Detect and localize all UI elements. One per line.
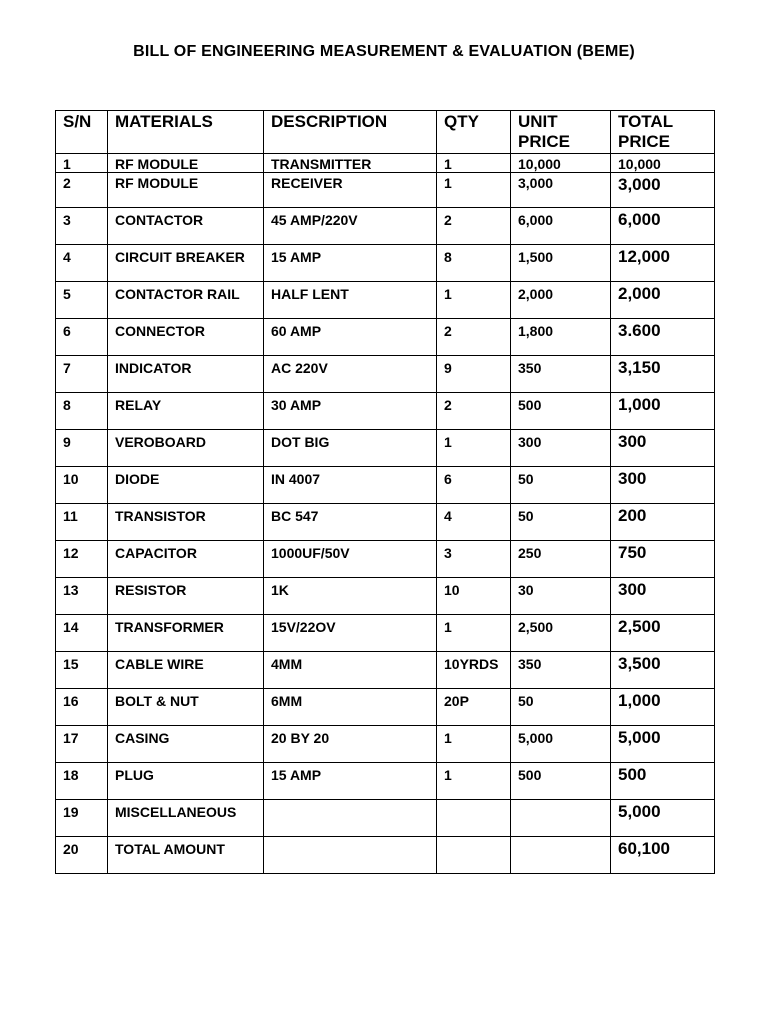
cell-sn: 17 — [56, 726, 108, 763]
cell-material: CASING — [108, 726, 264, 763]
cell-sn: 19 — [56, 800, 108, 837]
cell-material: INDICATOR — [108, 356, 264, 393]
cell-description: 45 AMP/220V — [264, 208, 437, 245]
table-row — [56, 763, 715, 800]
cell-sn: 15 — [56, 652, 108, 689]
cell-qty: 2 — [437, 319, 511, 356]
cell-description: 6MM — [264, 689, 437, 726]
cell-material: RELAY — [108, 393, 264, 430]
table-row — [56, 282, 715, 319]
table-row — [56, 208, 715, 245]
cell-description: 20 BY 20 — [264, 726, 437, 763]
cell-total-price: 300 — [611, 467, 715, 504]
table-row — [56, 319, 715, 356]
cell-sn: 20 — [56, 837, 108, 874]
cell-total-price: 300 — [611, 578, 715, 615]
cell-sn: 3 — [56, 208, 108, 245]
cell-total-price: 1,000 — [611, 689, 715, 726]
cell-qty: 2 — [437, 208, 511, 245]
cell-material: CABLE WIRE — [108, 652, 264, 689]
cell-material: CONNECTOR — [108, 319, 264, 356]
cell-total-price: 6,000 — [611, 208, 715, 245]
cell-qty: 9 — [437, 356, 511, 393]
table-row — [56, 541, 715, 578]
cell-sn: 14 — [56, 615, 108, 652]
cell-qty: 4 — [437, 504, 511, 541]
cell-description: DOT BIG — [264, 430, 437, 467]
cell-unit-price: 3,000 — [511, 173, 611, 208]
cell-description: TRANSMITTER — [264, 154, 437, 173]
cell-material: CAPACITOR — [108, 541, 264, 578]
header-unit-price: UNIT PRICE — [511, 111, 611, 154]
cell-qty: 6 — [437, 467, 511, 504]
document-title: BILL OF ENGINEERING MEASUREMENT & EVALUATION (BEME) — [133, 43, 635, 60]
header-total-price: TOTAL PRICE — [611, 111, 715, 154]
cell-sn: 1 — [56, 154, 108, 173]
table-row — [56, 726, 715, 763]
cell-qty — [437, 800, 511, 837]
cell-qty — [437, 837, 511, 874]
table-row — [56, 393, 715, 430]
cell-unit-price: 300 — [511, 430, 611, 467]
table-row — [56, 800, 715, 837]
cell-qty: 10YRDS — [437, 652, 511, 689]
cell-unit-price: 500 — [511, 393, 611, 430]
cell-sn: 16 — [56, 689, 108, 726]
cell-unit-price: 50 — [511, 504, 611, 541]
cell-qty: 10 — [437, 578, 511, 615]
table-row — [56, 689, 715, 726]
cell-qty: 1 — [437, 615, 511, 652]
cell-material: CONTACTOR — [108, 208, 264, 245]
cell-sn: 9 — [56, 430, 108, 467]
cell-total-price: 3,150 — [611, 356, 715, 393]
cell-unit-price: 2,000 — [511, 282, 611, 319]
cell-material: VEROBOARD — [108, 430, 264, 467]
cell-description: IN 4007 — [264, 467, 437, 504]
cell-qty: 1 — [437, 763, 511, 800]
cell-material: CONTACTOR RAIL — [108, 282, 264, 319]
cell-description: 15V/22OV — [264, 615, 437, 652]
cell-material: PLUG — [108, 763, 264, 800]
cell-sn: 10 — [56, 467, 108, 504]
table-row — [56, 837, 715, 874]
cell-material: TRANSISTOR — [108, 504, 264, 541]
header-materials: MATERIALS — [108, 111, 264, 154]
cell-material: BOLT & NUT — [108, 689, 264, 726]
table-row — [56, 615, 715, 652]
cell-sn: 2 — [56, 173, 108, 208]
table-row — [56, 154, 715, 173]
cell-total-price: 200 — [611, 504, 715, 541]
cell-total-price: 5,000 — [611, 726, 715, 763]
cell-unit-price: 50 — [511, 689, 611, 726]
cell-description: 1K — [264, 578, 437, 615]
cell-sn: 11 — [56, 504, 108, 541]
cell-total-price: 60,100 — [611, 837, 715, 874]
header-qty: QTY — [437, 111, 511, 154]
cell-total-price: 1,000 — [611, 393, 715, 430]
cell-unit-price: 350 — [511, 652, 611, 689]
cell-unit-price — [511, 800, 611, 837]
cell-description: 1000UF/50V — [264, 541, 437, 578]
cell-unit-price: 500 — [511, 763, 611, 800]
cell-sn: 12 — [56, 541, 108, 578]
cell-description — [264, 800, 437, 837]
cell-total-price: 3,000 — [611, 173, 715, 208]
cell-qty: 2 — [437, 393, 511, 430]
cell-qty: 8 — [437, 245, 511, 282]
cell-unit-price: 1,800 — [511, 319, 611, 356]
cell-qty: 1 — [437, 282, 511, 319]
table-row — [56, 356, 715, 393]
cell-material: MISCELLANEOUS — [108, 800, 264, 837]
table-row — [56, 173, 715, 208]
table-header-row — [56, 111, 715, 154]
cell-unit-price: 350 — [511, 356, 611, 393]
cell-unit-price: 250 — [511, 541, 611, 578]
cell-material: TRANSFORMER — [108, 615, 264, 652]
cell-material: RESISTOR — [108, 578, 264, 615]
cell-unit-price: 5,000 — [511, 726, 611, 763]
header-description: DESCRIPTION — [264, 111, 437, 154]
cell-material: DIODE — [108, 467, 264, 504]
cell-total-price: 750 — [611, 541, 715, 578]
cell-material: RF MODULE — [108, 154, 264, 173]
cell-unit-price: 2,500 — [511, 615, 611, 652]
cell-total-price: 3.600 — [611, 319, 715, 356]
cell-sn: 8 — [56, 393, 108, 430]
cell-qty: 20P — [437, 689, 511, 726]
cell-unit-price: 10,000 — [511, 154, 611, 173]
table-row — [56, 430, 715, 467]
cell-total-price: 12,000 — [611, 245, 715, 282]
cell-sn: 18 — [56, 763, 108, 800]
cell-description: BC 547 — [264, 504, 437, 541]
cell-description: 30 AMP — [264, 393, 437, 430]
cell-sn: 7 — [56, 356, 108, 393]
cell-qty: 1 — [437, 173, 511, 208]
cell-description — [264, 837, 437, 874]
cell-description: AC 220V — [264, 356, 437, 393]
cell-description: RECEIVER — [264, 173, 437, 208]
cell-material: RF MODULE — [108, 173, 264, 208]
cell-description: 15 AMP — [264, 763, 437, 800]
cell-unit-price: 50 — [511, 467, 611, 504]
cell-unit-price — [511, 837, 611, 874]
cell-total-price: 2,000 — [611, 282, 715, 319]
cell-total-price: 3,500 — [611, 652, 715, 689]
cell-total-price: 10,000 — [611, 154, 715, 173]
cell-description: 15 AMP — [264, 245, 437, 282]
cell-material: CIRCUIT BREAKER — [108, 245, 264, 282]
cell-qty: 1 — [437, 430, 511, 467]
cell-unit-price: 1,500 — [511, 245, 611, 282]
cell-total-price: 300 — [611, 430, 715, 467]
table-row — [56, 578, 715, 615]
cell-description: HALF LENT — [264, 282, 437, 319]
header-sn: S/N — [56, 111, 108, 154]
cell-unit-price: 30 — [511, 578, 611, 615]
table-row — [56, 245, 715, 282]
cell-qty: 3 — [437, 541, 511, 578]
table-row — [56, 467, 715, 504]
cell-unit-price: 6,000 — [511, 208, 611, 245]
cell-sn: 6 — [56, 319, 108, 356]
cell-total-price: 500 — [611, 763, 715, 800]
cell-sn: 5 — [56, 282, 108, 319]
table-body — [56, 154, 715, 874]
cell-total-price: 2,500 — [611, 615, 715, 652]
cell-total-price: 5,000 — [611, 800, 715, 837]
beme-table — [55, 110, 715, 874]
table-row — [56, 504, 715, 541]
cell-qty: 1 — [437, 154, 511, 173]
cell-sn: 4 — [56, 245, 108, 282]
cell-description: 4MM — [264, 652, 437, 689]
cell-qty: 1 — [437, 726, 511, 763]
cell-material: TOTAL AMOUNT — [108, 837, 264, 874]
cell-description: 60 AMP — [264, 319, 437, 356]
table-row — [56, 652, 715, 689]
cell-sn: 13 — [56, 578, 108, 615]
